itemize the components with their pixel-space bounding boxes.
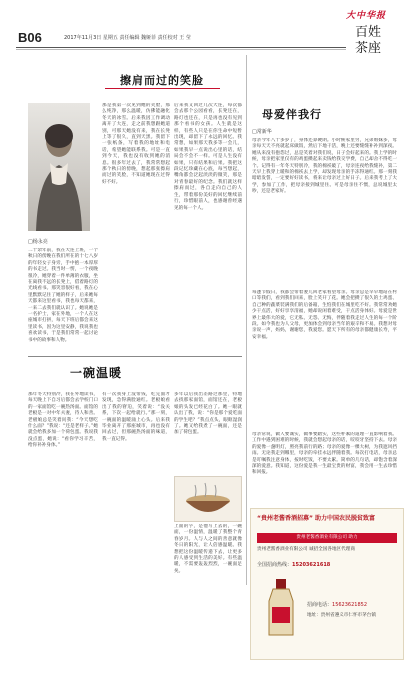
header-rule [16, 47, 346, 48]
ad-slogan: “贵州老酱香酒招募” 助力中国农民脱贫致富 [257, 515, 375, 522]
article3-col4: 上面的字，是他写上去的，一碗面，一份温情，温暖了我整个青春岁月。人与人之间的善意就像冬日的阳光，让人倍感温暖。我想把这份温暖传递下去，让更多的人感受到生活的美好。有些温暖，不需要轰轰烈烈，一碗面足矣。 [174, 524, 242, 574]
section-name-line2: 茶座 [354, 41, 381, 56]
article1-col3: 后来我又回过几次大连，每次都会去那个公园看看，长凳还在，路灯也还在，只是再也没有见到那个看书的女孩。人生就是这样，有些人只是在你生命中短暂出现，却留下了永远的回忆。我常想，如果那天我多等一会儿，如果我早一点说出心里的话，结局会不会不一样。可是人生没有如果，只有结果和后果。我把这段记忆珍藏在心底，每当想起，嘴角都会泛起淡淡的微笑，那是对青春最好的纪念。我们就这样擦肩而过，各自走向自己的人生，带着那份美好的回忆继续前行，珍惜眼前人，也感谢曾经遇见的每一个人。 [174, 103, 242, 211]
article1-col1: 二十余年前，我在大连上班，一个秋日的傍晚在我们所在的十七八岁的年轻女子身旁，手中抱一本厚厚的书走过。我当时一愣，一个夜晚很冷，她穿着一件单薄的衣服，坐在离我不远的长凳上，借着路灯的光线看书。那笑容很好看，我在心里默默记住了她的样子，后来她每天都来这里看书，我也每天都来，一来二去我们就认识了。她说她是一名护士，家在外地，一个人在这座城市打拼，每天下班后都会来这里读书，因为这里安静，我说我也喜欢读书，于是我们常常一起讨论书中的故事和人物。 [28, 248, 98, 343]
article3-col3: 多年以后我出差路过那里，特地去找那家面馆，面馆还在，老板娘的头发已经花白了。她一眼就认出了我，说：“你是那个爱吃面的学生吧？”我点点头，眼眶湿润了。她又给我煮了一碗面，还是加了荷包蛋。 [174, 392, 242, 436]
article2-byline: □常新华 [252, 129, 272, 135]
ad-hotline-number: 15203621618 [292, 562, 331, 568]
ad-address: 地址：贵州省遵义市仁怀市茅台镇 [307, 613, 376, 618]
ad-line2: 贵州老酱香酒业有限公司 诚招全国各地区代理商 [257, 547, 355, 552]
ad-contact-number: 15623621852 [332, 602, 368, 608]
liquor-bottle-icon [261, 577, 301, 637]
author-silhouette [28, 103, 90, 231]
section-name [348, 25, 388, 57]
article1-title-rule [105, 88, 220, 89]
article3-illustration [174, 476, 242, 522]
page-number: B06 [18, 30, 42, 45]
section-name-line1: 百姓 [354, 25, 381, 40]
article3-col1: 那年冬天特别冷，我在外地读书，每天晚上下自习后都会去学校门口的一家面馆吃一碗热汤面。面馆的老板是一对中年夫妻，待人和善。老板娘总是笑着问我：“今天想吃什么面？”我说：“还是老样子。”她就会给我多加一个荷包蛋。我说我没点蛋，她说：“看你学习辛苦，给你补补身体。” [28, 392, 98, 449]
article1-byline: □杨永亮 [28, 239, 48, 245]
ad-hotline [257, 561, 397, 568]
noodle-bowl-icon [175, 477, 241, 521]
article2-col2: 每逢节假日，我都会带着妻儿回老家看望母亲。母亲总是早早地站在村口等我们，看到我们回来，脸上笑开了花。她会把攒了很久的土鸡蛋、自己种的蔬菜装满我们的后备箱，生怕我们在城里吃不好。我常常劝她少干点活，好好享享清福，她却说闲着难受，干点活身体好。母爱是世界上最伟大的爱，它无私、无怨、无悔，伴随着我走过人生的每一个阶段。如今我也为人父母，更加体会到母亲当年的艰辛和不易。我想对母亲说一声，妈妈，谢谢您，我爱您。愿天下所有的母亲都健康长寿，平安幸福。 [252, 290, 397, 340]
article2-col1: 母亲今年八十多岁了，身体还算硬朗。小时候家里穷，兄弟姐妹多，母亲每天天不亮就起床做饭，然后下地干活，晚上还要缝缝补补到深夜。她从来没有抱怨过，总是笑着对我们说，日子会好起来的。我上学的时候，母亲把家里仅有的鸡蛋攒起来卖钱给我交学费，自己却舍不得吃一个。记得有一年冬天特别冷，我的棉袄破了，母亲连夜给我缝补，第二天早上我穿上暖和的棉袄去上学，却发现母亲的手冻得通红。那一刻我暗暗发誓，一定要好好读书，将来让母亲过上好日子。后来我考上了大学，参加了工作，把母亲接到城里住。可是母亲住不惯，总说城里太吵，还是老家好。 [252, 138, 397, 195]
author-photo [28, 103, 90, 231]
article3-top-rule [28, 356, 242, 357]
date-line: 2017年11月3日 星期五 责任编辑 魏娅菲 责任校对 王 莹 [64, 35, 191, 41]
ad-contact-label: 招商电话： [307, 602, 333, 608]
article3-title: 一碗温暖 [70, 366, 123, 380]
ad-contact-phone [307, 601, 399, 608]
article1-col2: 那是我第一次见到她的笑脸，那么纯净，那么温暖，仿佛能融化冬天的冰雪。后来我因工作调动离开了大连，走之前我想跟她道别，可那天她没有来，我在长凳上等了很久，直到天黑。我留下一张纸条，写着我的地址和电话，希望她能联系我。可是一直到今天，我也没有收到她的消息。很多年过去了，我常常想起那个秋日的傍晚，想起那张擦肩而过的笑脸，不知道她现在过得好不好。 [102, 103, 170, 185]
ad-box [250, 508, 404, 660]
article2-title: 母爱伴我行 [262, 108, 322, 121]
header-rule-thin [16, 49, 346, 50]
ad-hotline-label: 全国招商热线： [257, 562, 293, 568]
article1-title: 擦肩而过的笑脸 [120, 74, 204, 87]
ad-banner: 贵州老酱香酒业有限公司 助力 [257, 533, 397, 543]
brand-logo: 大中华报 [346, 11, 387, 21]
column-divider [246, 55, 247, 585]
article3-col2: 有一次我身上没带钱，吃完面才发现，急得满脸通红。老板娘看出了我的窘迫，笑着说：“没关系，下次一起给就行。”那一刻，一碗面的温暖涌上心头。后来我毕业离开了那座城市，再也没有回去过，但那碗热汤面的味道，我一直记得。 [102, 392, 170, 442]
article2-col3: 母亲常说，做人要诚实，做事要踏实，这些朴素的道理一直影响着我。工作中遇到困难的时候，我就会想起母亲的话，咬咬牙坚持下去。母亲的爱像一盏明灯，照亮我前行的路；母亲的爱像一棵大树，为我遮风挡雨。无论我走到哪里，母亲的牵挂永远伴随着我。每次打电话，母亲总是叮嘱我注意身体，按时吃饭，不要太累。简单的几句话，却饱含着深深的爱意。我知道，这份爱是我一生最宝贵的财富，我会用一生去珍惜和回报。 [252, 432, 397, 476]
